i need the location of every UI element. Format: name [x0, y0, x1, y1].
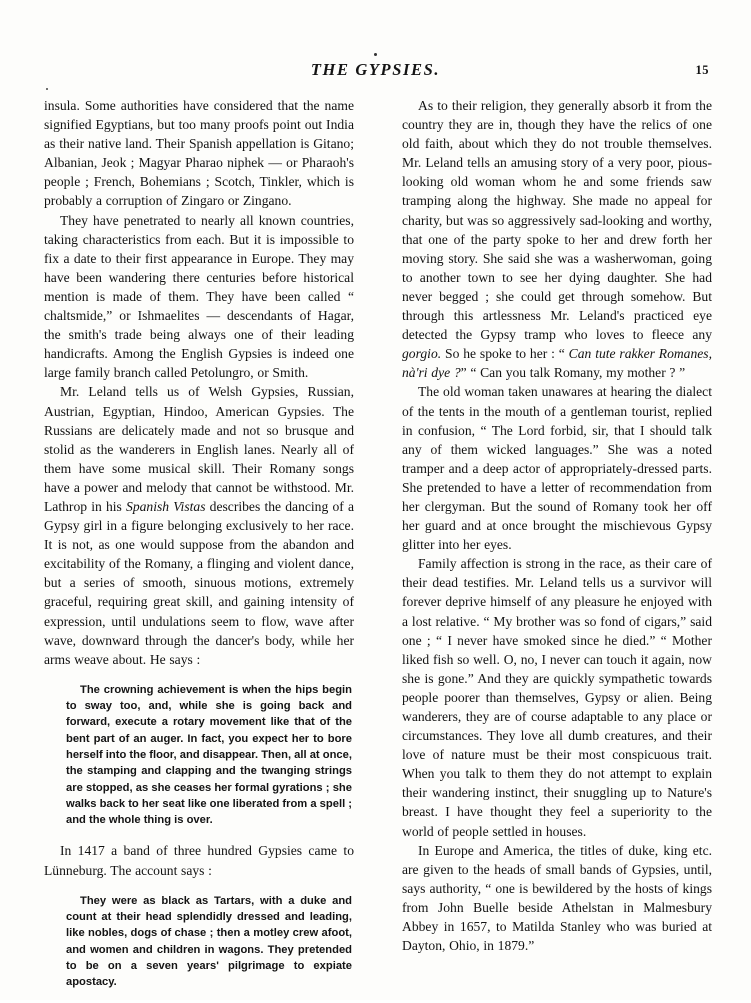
paragraph-text-end: ” “ Can you talk Romany, my mother ? ”	[460, 365, 686, 381]
right-column	[402, 96, 712, 955]
paragraph	[402, 96, 712, 382]
left-column	[44, 96, 354, 1003]
paragraph: The old woman taken unawares at hearing the dialect of the tents in the mouth of a gentleman tourist, replied in confusion, “ The Lord forbid, sir, that I should talk any of them wicked languages.” She was a noted tramper and a deep actor of appropriately-dressed parts. She pretended to have a letter of recommendation from her clergyman. But the sound of Romany took her off her guard and at once brought the mischievous Gypsy glitter into her eyes.	[402, 384, 712, 553]
margin-speck	[46, 88, 48, 90]
blockquote-text: They were as black as Tartars, with a duke and count at their head splendidly dressed and leading, like nobles, dogs of chase ; then a motley crew afoot, and women and children in wagons. They pretended to be on a seven years' pilgrimage to expiate apostacy.	[66, 894, 352, 989]
paragraph-text: As to their religion, they generally absorb it from the country they are in, though they have the relics of one old faith, about which they do not trouble themselves. Mr. Leland tells an amusing story of a very poor, pious-looking old woman whom he and some friends saw tramping along the highway. She made no appeal for charity, but was so aggressively sad-looking and worthy, that one of the party spoke to her and drew forth her moving story. She said she was a washerwoman, going to another town to see her dying daughter. She had never begged ; she could get through somehow. But through this artlessness Mr. Leland's practiced eye detected the Gypsy tramp who loves to fleece any	[402, 98, 712, 343]
blockquote-luneburg	[44, 893, 354, 991]
paragraph-text-continued: describes the dancing of a Gypsy girl in a figure belonging exclusively to her race. It is not, as one would suppose from the abandon and excitability of the Romany, a flinging and violent dance, but a series of smooth, sinuous motions, extremely graceful, requiring great skill, and gaining intensity of expression, until undulations seem to flow, wave after wave, downward through the dancer's body, while her arms weave about. He says :	[44, 498, 354, 667]
book-title-italic: Spanish Vistas	[126, 498, 206, 514]
paragraph: Family affection is strong in the race, as their care of their dead testifies. Mr. Leland tells us a survivor will forever deprive himself of any pleasure he enjoyed with a lost relative. “ My brother was so fond of cigars,” said one ; “ I never have smoked since he died.” “ Mother liked fish so well. O, no, I never can touch it again, now she is gone.” And they are quickly sympathetic towards people poorer than themselves, Gypsy or alien. Being wanderers, they are of course adaptable to any place or circumstances. They love all dumb creatures, and their love of nature must be their most conspicuous trait. When you talk to them they do not attempt to explain their wandering instinct, their snuggling up to Nature's breast. I have thought they feel a superiority to the world of people settled in houses.	[402, 556, 712, 839]
paragraph: In 1417 a band of three hundred Gypsies came to Lünneburg. The account says :	[44, 843, 354, 878]
paragraph-text: Mr. Leland tells us of Welsh Gypsies, Russian, Austrian, Egyptian, Hindoo, American Gypsies. The Russians are delicately made and not so brusque and stolid as the wanderers in English lanes. Nearly all of them have some musical skill. Their Romany songs have a power and melody that cannot be withstood. Mr. Lathrop in his	[44, 384, 354, 514]
romany-phrase-italic: Can tute rakker Romanes, nà'ri dye ?	[402, 346, 713, 381]
blockquote-text: The crowning achievement is when the hips begin to sway too, and, while she is going back and forward, execute a rotary movement like that of the bent part of an auger. In fact, you expect her to bore herself into the floor, and disappear. Then, all at once, the stamping and clapping and the twanging strings are stopped, as she ceases her formal gyrations ; she walks back to her seat like one liberated from a spell ; and the whole thing is over.	[66, 683, 353, 827]
paragraph-text-continued: So he spoke to her : “	[441, 346, 569, 362]
blockquote-dance	[44, 682, 354, 829]
running-head-title: THE GYPSIES.	[310, 60, 441, 79]
text-columns	[44, 96, 713, 989]
page-header	[0, 60, 751, 86]
paragraph: They have penetrated to nearly all known countries, taking characteristics from each. But it is impossible to fix a date to their first appearance in Europe. They may have been wandering there centuries before historical mention is made of them. They have been called “ chaltsmide,” or Ishmaelites — descendants of Hagar, the smith's trade being always one of their leading handicrafts. Among the English Gypsies is indeed one large family branch called Petolungro, or Smith.	[44, 212, 354, 381]
page-number: 15	[695, 63, 709, 77]
foreign-word-italic: gorgio.	[402, 346, 442, 362]
paragraph	[44, 382, 354, 668]
paragraph: In Europe and America, the titles of duke, king etc. are given to the heads of small bands of Gypsies, until, says authority, “ one is bewildered by the hosts of kings from John Buelle beside Athelstan in Malmesbury Abbey in 1657, to Matilda Stanley who was buried at Dayton, Ohio, in 1879.”	[402, 842, 712, 954]
decorative-dot	[374, 53, 377, 56]
paragraph: insula. Some authorities have considered that the name signified Egyptians, but too many proofs point out India as their native land. Their Spanish appellation is Gitano; Albanian, Jeok ; Magyar Pharao niphek — or Pharaoh's people ; French, Bohemians ; Scotch, Tinkler, which is probably a corruption of Zingaro or Zingano.	[44, 98, 354, 209]
